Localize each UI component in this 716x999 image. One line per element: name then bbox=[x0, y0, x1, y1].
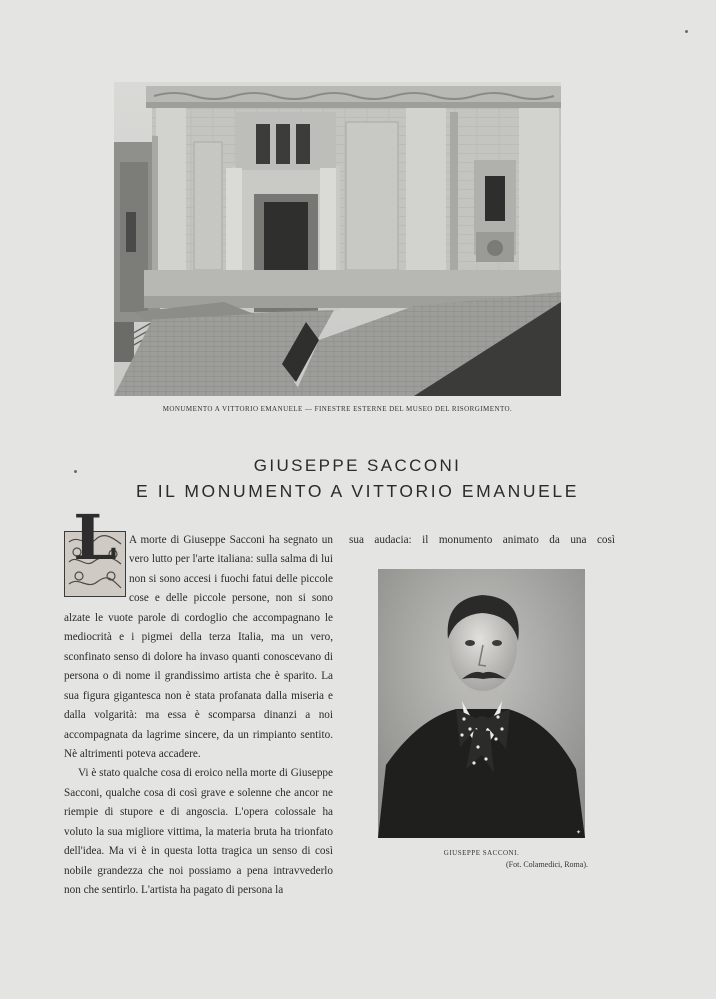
drop-cap-letter: L bbox=[73, 501, 117, 574]
paper-speck bbox=[74, 470, 77, 473]
article-paragraph-1: A morte di Giuseppe Sacconi ha segnato un vero lutto per l'arte italiana: sulla salma di lui non si sono accesi i fuochi fatui delle piccole cose e delle piccole persone, non si sono alzate le vuote parole di cordoglio che accompagnano le mediocrità e i pigmei della terza Italia, ma un vero, sconfinato senso di dolore ha invaso quanti conoscevano di persona o di nome il grandissimo artista che è sparito. La sua figura gigantesca non è stata profanata dalla miseria e dalla volgarità: ma essa è scomparsa dinanzi a noi accompagnata da lagrime sincere, da un rimpianto sentito. Nè altrimenti poteva accadere. bbox=[64, 534, 333, 760]
article-right-column-text: sua audacia: il monumento animato da una così bbox=[349, 534, 615, 546]
ornate-initial bbox=[64, 501, 126, 597]
engraver-mark-icon: ✦ bbox=[575, 829, 581, 836]
portrait-photo bbox=[378, 569, 585, 838]
article-title-line-1: GIUSEPPE SACCONI bbox=[253, 456, 462, 475]
monument-photo bbox=[114, 82, 561, 396]
photo-credit: (Fot. Colamedici, Roma). bbox=[506, 860, 588, 869]
article-title-line-2: E IL MONUMENTO A VITTORIO EMANUELE bbox=[135, 481, 579, 501]
portrait-caption: GIUSEPPE SACCONI. bbox=[443, 849, 520, 857]
article-left-column bbox=[64, 501, 333, 901]
paper-speck bbox=[685, 30, 688, 33]
article-paragraph-2: Vi è stato qualche cosa di eroico nella morte di Giuseppe Sacconi, qualche cosa di così grave e solenne che ancor ne riempie di stupore e di angoscia. L'opera colossale ha voluto la sua migliore vittima, la materia bruta ha trionfato dell'idea. Ma vi è in questa lotta tragica un senso di così nobile grandezza che noi possiamo a pena intravvederlo non che sentirlo. L'artista ha pagato di persona la bbox=[64, 767, 333, 897]
top-photo-caption: MONUMENTO A VITTORIO EMANUELE — FINESTRE ESTERNE DEL MUSEO DEL RISORGIMENTO. bbox=[162, 405, 513, 413]
